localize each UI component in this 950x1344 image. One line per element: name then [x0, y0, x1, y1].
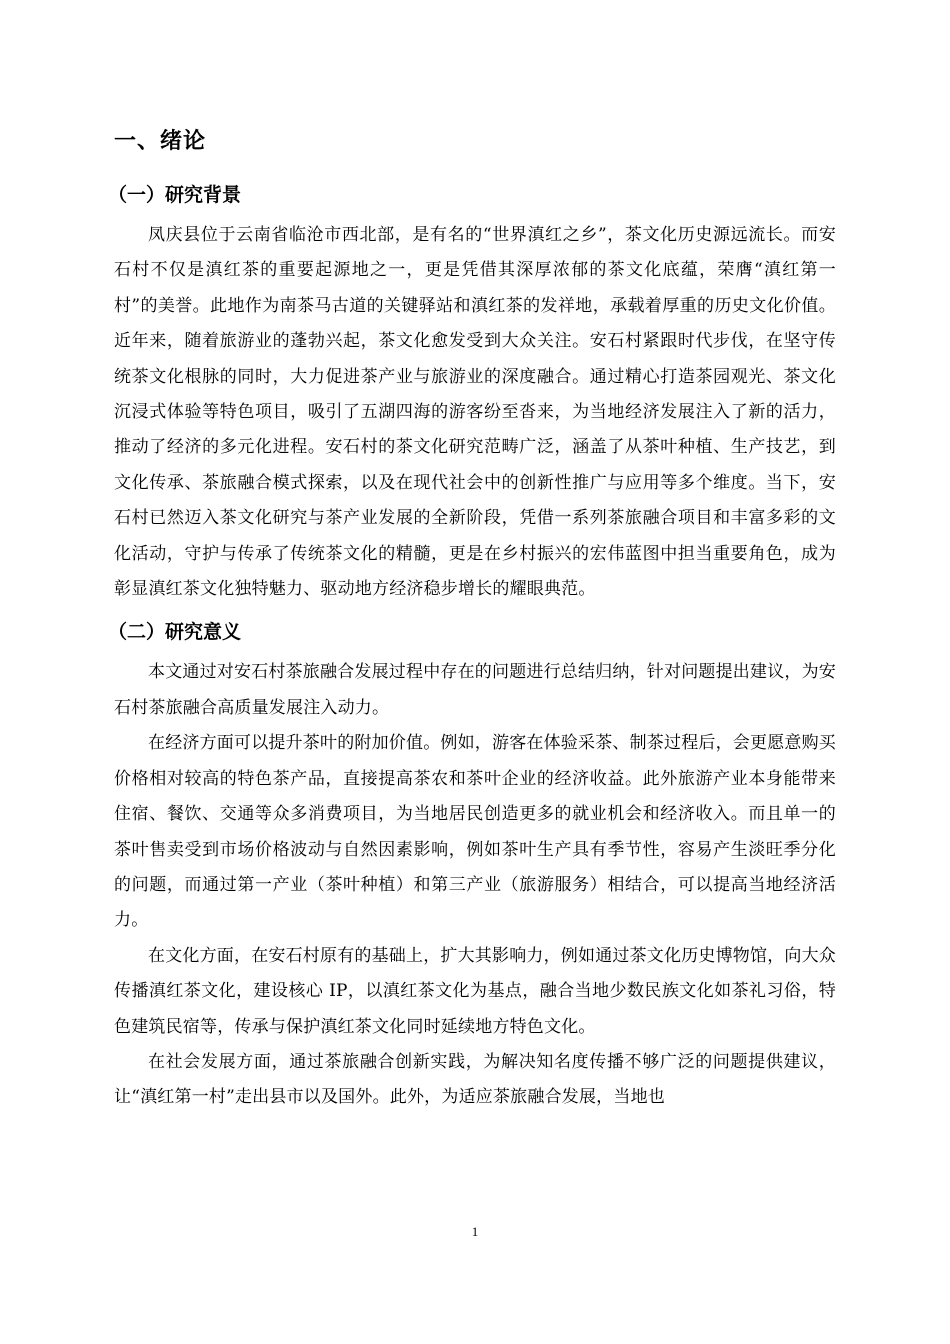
paragraph-significance-culture: 在文化方面，在安石村原有的基础上，扩大其影响力，例如通过茶文化历史博物馆，向大众传播滇红茶文化，建设核心 IP，以滇红茶文化为基点，融合当地少数民族文化如茶礼习俗，特色建筑民宿等，传承与保护滇红茶文化同时延续地方特色文化。 — [114, 945, 836, 1037]
chapter-title: 一、绪论 — [114, 129, 207, 154]
page-number: 1 — [471, 1224, 479, 1239]
paragraph-significance-economy: 在经济方面可以提升茶叶的附加价值。例如，游客在体验采茶、制茶过程后，会更愿意购买价格相对较高的特色茶产品，直接提高茶农和茶叶企业的经济收益。此外旅游产业本身能带来住宿、餐饮、交通等众多消费项目，为当地居民创造更多的就业机会和经济收入。而且单一的茶叶售卖受到市场价格波动与自然因素影响，例如茶叶生产具有季节性，容易产生淡旺季分化的问题，而通过第一产业（茶叶种植）和第三产业（旅游服务）相结合，可以提高当地经济活力。 — [114, 733, 836, 931]
section-title-background: （一）研究背景 — [108, 184, 242, 206]
section-title-significance: （二）研究意义 — [108, 621, 242, 644]
paragraph-significance-intro: 本文通过对安石村茶旅融合发展过程中存在的问题进行总结归纳，针对问题提出建议，为安石村茶旅融合高质量发展注入动力。 — [114, 662, 836, 718]
paragraph-background: 凤庆县位于云南省临沧市西北部，是有名的“世界滇红之乡”，茶文化历史源远流长。而安石村不仅是滇红茶的重要起源地之一，更是凭借其深厚浓郁的茶文化底蕴，荣膺“滇红第一村”的美誉。此地作为南茶马古道的关键驿站和滇红茶的发祥地，承载着厚重的历史文化价值。近年来，随着旅游业的蓬勃兴起，茶文化愈发受到大众关注。安石村紧跟时代步伐，在坚守传统茶文化根脉的同时，大力促进茶产业与旅游业的深度融合。通过精心打造茶园观光、茶文化沉浸式体验等特色项目，吸引了五湖四海的游客纷至沓来，为当地经济发展注入了新的活力，推动了经济的多元化进程。安石村的茶文化研究范畴广泛，涵盖了从茶叶种植、生产技艺，到文化传承、茶旅融合模式探索，以及在现代社会中的创新性推广与应用等多个维度。当下，安石村已然迈入茶文化研究与茶产业发展的全新阶段，凭借一系列茶旅融合项目和丰富多彩的文化活动，守护与传承了传统茶文化的精髓，更是在乡村振兴的宏伟蓝图中担当重要角色，成为彰显滇红茶文化独特魅力、驱动地方经济稳步增长的耀眼典范。 — [114, 225, 836, 600]
page-content — [108, 120, 836, 1116]
paragraph-significance-society: 在社会发展方面，通过茶旅融合创新实践，为解决知名度传播不够广泛的问题提供建议，让“滇红第一村”走出县市以及国外。此外，为适应茶旅融合发展，当地也 — [114, 1051, 836, 1108]
